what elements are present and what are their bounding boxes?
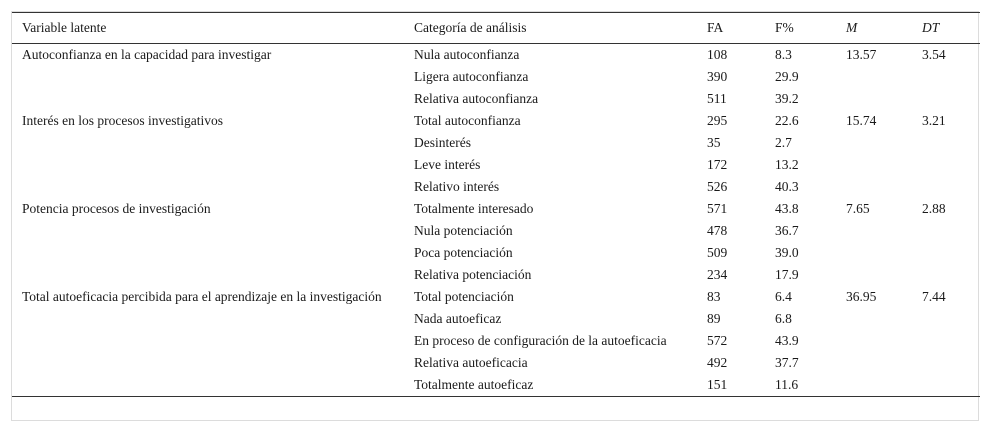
cell-fp: 39.0 xyxy=(775,245,799,260)
table-row xyxy=(12,286,980,308)
cell-variable xyxy=(12,264,404,286)
header-m: M xyxy=(836,13,912,44)
table-row xyxy=(12,330,980,352)
cell-categoria: Leve interés xyxy=(414,157,481,172)
cell-fp: 2.7 xyxy=(775,135,792,150)
cell-m xyxy=(836,176,912,198)
cell-categoria: Nada autoeficaz xyxy=(414,311,502,326)
cell-fp: 22.6 xyxy=(775,113,799,128)
cell-m: 36.95 xyxy=(846,289,877,304)
table-row xyxy=(12,242,980,264)
cell-categoria: Relativa autoeficacia xyxy=(414,355,528,370)
cell-dt xyxy=(912,88,980,110)
cell-fp: 8.3 xyxy=(775,47,792,62)
cell-variable xyxy=(12,220,404,242)
cell-variable xyxy=(12,374,404,397)
cell-m xyxy=(836,374,912,397)
table-row xyxy=(12,110,980,132)
cell-variable xyxy=(12,330,404,352)
cell-m xyxy=(836,264,912,286)
cell-fa: 234 xyxy=(707,267,728,282)
cell-fp: 6.8 xyxy=(775,311,792,326)
cell-fa: 478 xyxy=(707,223,728,238)
cell-fp: 43.8 xyxy=(775,201,799,216)
cell-dt xyxy=(912,330,980,352)
cell-categoria: Ligera autoconfianza xyxy=(414,69,529,84)
cell-fp: 37.7 xyxy=(775,355,799,370)
cell-fa: 89 xyxy=(707,311,721,326)
cell-categoria: Total potenciación xyxy=(414,289,514,304)
cell-variable xyxy=(12,154,404,176)
cell-fa: 511 xyxy=(707,91,727,106)
cell-fa: 295 xyxy=(707,113,728,128)
cell-dt xyxy=(912,374,980,397)
cell-variable: Interés en los procesos investigativos xyxy=(22,113,223,128)
cell-categoria: Relativo interés xyxy=(414,179,500,194)
header-fp: F% xyxy=(765,13,836,44)
cell-categoria: Desinterés xyxy=(414,135,471,150)
cell-fp: 29.9 xyxy=(775,69,799,84)
cell-dt: 3.54 xyxy=(922,47,946,62)
cell-dt xyxy=(912,154,980,176)
table-row xyxy=(12,88,980,110)
results-table-container xyxy=(11,11,979,421)
cell-dt xyxy=(912,352,980,374)
table-row xyxy=(12,374,980,397)
cell-m: 13.57 xyxy=(846,47,877,62)
cell-m xyxy=(836,220,912,242)
cell-m xyxy=(836,352,912,374)
cell-fp: 43.9 xyxy=(775,333,799,348)
cell-fa: 151 xyxy=(697,374,765,397)
cell-dt: 2.88 xyxy=(922,201,946,216)
cell-categoria: Nula autoconfianza xyxy=(414,47,520,62)
cell-fp: 13.2 xyxy=(775,157,799,172)
header-row xyxy=(12,13,980,44)
cell-categoria: Totalmente autoeficaz xyxy=(404,374,697,397)
cell-variable xyxy=(12,352,404,374)
table-row xyxy=(12,198,980,220)
table-row xyxy=(12,264,980,286)
cell-dt xyxy=(912,176,980,198)
cell-fp: 40.3 xyxy=(775,179,799,194)
cell-fa: 492 xyxy=(707,355,728,370)
table-row xyxy=(12,132,980,154)
cell-categoria: Relativa potenciación xyxy=(414,267,532,282)
cell-dt: 3.21 xyxy=(922,113,946,128)
cell-variable: Autoconfianza en la capacidad para investigar xyxy=(22,47,272,62)
cell-categoria: Nula potenciación xyxy=(414,223,513,238)
cell-m xyxy=(836,242,912,264)
table-row xyxy=(12,66,980,88)
table-row xyxy=(12,176,980,198)
table-row xyxy=(12,308,980,330)
cell-fp: 6.4 xyxy=(775,289,792,304)
header-variable: Variable latente xyxy=(12,13,404,44)
cell-fa: 390 xyxy=(707,69,728,84)
cell-categoria: Relativa autoconfianza xyxy=(414,91,539,106)
cell-dt xyxy=(912,220,980,242)
table-row xyxy=(12,44,980,67)
cell-variable xyxy=(12,88,404,110)
cell-variable: Potencia procesos de investigación xyxy=(22,201,211,216)
cell-variable: Total autoeficacia percibida para el aprendizaje en la investigación xyxy=(22,289,382,304)
cell-m xyxy=(836,132,912,154)
cell-categoria: Totalmente interesado xyxy=(414,201,534,216)
table-row xyxy=(12,154,980,176)
table-body xyxy=(12,44,980,397)
cell-dt xyxy=(912,308,980,330)
table-row xyxy=(12,352,980,374)
header-fa: FA xyxy=(697,13,765,44)
table-row xyxy=(12,220,980,242)
header-categoria: Categoría de análisis xyxy=(404,13,697,44)
cell-variable xyxy=(12,66,404,88)
cell-fp: 17.9 xyxy=(775,267,799,282)
cell-variable xyxy=(12,132,404,154)
cell-categoria: Poca potenciación xyxy=(414,245,513,260)
table-header xyxy=(12,13,980,44)
cell-fa: 83 xyxy=(707,289,721,304)
cell-m xyxy=(836,308,912,330)
cell-fa: 172 xyxy=(707,157,728,172)
cell-variable xyxy=(12,176,404,198)
cell-fp: 39.2 xyxy=(775,91,799,106)
header-dt: DT xyxy=(912,13,980,44)
cell-fa: 571 xyxy=(707,201,728,216)
cell-dt xyxy=(912,242,980,264)
cell-fa: 526 xyxy=(707,179,728,194)
results-table xyxy=(12,12,980,397)
cell-dt xyxy=(912,264,980,286)
cell-fa: 509 xyxy=(707,245,728,260)
cell-categoria: En proceso de configuración de la autoeficacia xyxy=(414,333,667,348)
cell-fa: 108 xyxy=(707,47,728,62)
cell-fp: 11.6 xyxy=(765,374,836,397)
cell-variable xyxy=(12,242,404,264)
cell-dt: 7.44 xyxy=(922,289,946,304)
cell-fa: 35 xyxy=(707,135,721,150)
cell-dt xyxy=(912,132,980,154)
cell-categoria: Total autoconfianza xyxy=(414,113,521,128)
cell-fa: 572 xyxy=(707,333,728,348)
cell-m xyxy=(836,154,912,176)
cell-m xyxy=(836,88,912,110)
cell-fp: 36.7 xyxy=(775,223,799,238)
cell-m xyxy=(836,330,912,352)
cell-m xyxy=(836,66,912,88)
cell-variable xyxy=(12,308,404,330)
cell-dt xyxy=(912,66,980,88)
cell-m: 7.65 xyxy=(846,201,870,216)
cell-m: 15.74 xyxy=(846,113,877,128)
